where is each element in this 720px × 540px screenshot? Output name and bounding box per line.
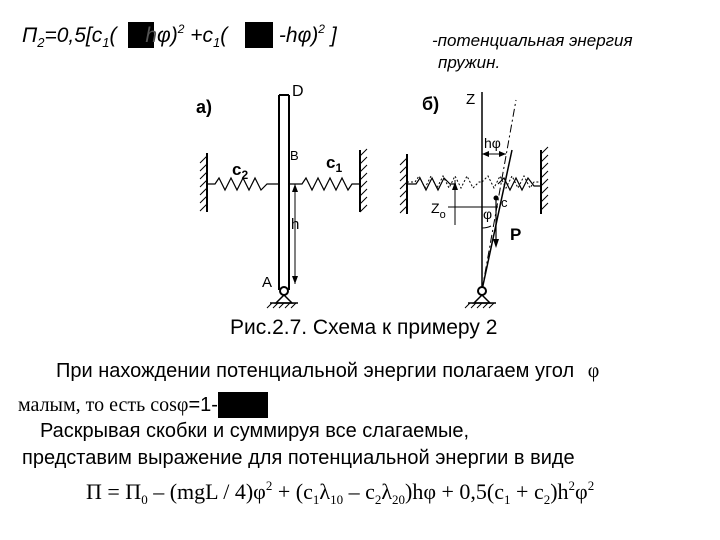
point-a-label: A <box>262 274 273 291</box>
formula-subscript: 1 <box>102 35 110 50</box>
formula-part: λ <box>381 479 392 504</box>
formula-subscript: 1 <box>504 492 511 507</box>
paragraph-line-4: представим выражение для потенциальной энергии в виде <box>22 447 575 469</box>
formula-part: ] <box>324 24 337 47</box>
paragraph-line-1 <box>56 360 599 383</box>
figure-a <box>196 83 367 308</box>
formula-superscript: 2 <box>177 22 185 36</box>
redacted-block <box>218 392 268 418</box>
z-axis-label: Z <box>466 91 476 108</box>
formula-subscript: 2 <box>543 492 551 507</box>
formula-part: + (c <box>272 479 313 504</box>
paragraph-text: При нахождении потенциальной энергии полагаем угол <box>56 360 580 382</box>
formula-superscript: 2 <box>587 478 595 493</box>
point-c-label: c <box>501 195 508 210</box>
paragraph-text: малым, то есть cosφ <box>18 394 189 416</box>
formula-part: П = П <box>86 479 142 504</box>
pivot-support-b <box>465 287 496 308</box>
formula-subscript: 2 <box>37 35 45 50</box>
right-wall <box>541 147 548 214</box>
formula-part: λ <box>319 479 331 504</box>
formula-superscript: 2 <box>568 478 576 493</box>
final-formula <box>86 478 594 508</box>
height-arrow <box>292 184 298 284</box>
formula-subscript: 2 <box>374 492 382 507</box>
formula-part: – c <box>343 479 375 504</box>
spring-c2-label: $c_2$ <box>232 160 249 182</box>
formula-part: + c <box>510 479 544 504</box>
formula-subscript: 20 <box>392 492 405 507</box>
phi-symbol: φ <box>587 360 600 382</box>
point-d-label: D <box>292 83 304 100</box>
formula-superscript: 2 <box>318 22 325 36</box>
left-wall <box>400 154 407 214</box>
formula-part: ( <box>109 24 117 47</box>
phi-arc <box>482 226 491 228</box>
left-wall <box>200 153 207 212</box>
formula-part: φ) <box>157 24 178 47</box>
formula-part: h <box>145 24 158 47</box>
formula-subscript: 0 <box>141 492 148 507</box>
formula-part: П <box>22 24 38 47</box>
formula-part: )h <box>550 479 569 504</box>
height-h-label: h <box>291 216 300 233</box>
z0-label: $Z_o$ <box>431 200 446 221</box>
note-line: -потенциальная энергия <box>432 31 633 50</box>
formula-subscript: 10 <box>330 492 344 507</box>
formula-part: +c <box>184 24 214 47</box>
formula-subscript: 1 <box>312 492 320 507</box>
figure-b <box>400 91 548 308</box>
note-line: пружин. <box>438 53 501 72</box>
rod <box>279 95 289 290</box>
spring-solid <box>407 178 456 190</box>
formula-part: -hφ) <box>273 24 319 47</box>
formula-superscript: 2 <box>265 478 273 493</box>
spring-c1-label: $c_1$ <box>326 153 343 175</box>
figure-a-label: а) <box>196 97 213 117</box>
paragraph-line-2 <box>18 392 268 418</box>
formula-subscript: 1 <box>213 35 221 50</box>
point-b-label: B <box>290 148 299 163</box>
h-phi-label: hφ <box>484 135 501 151</box>
formula-part: ( <box>220 24 228 47</box>
formula-part: φ <box>575 479 588 504</box>
phi-label: φ <box>483 206 493 222</box>
formula-part: =0,5[c <box>44 24 103 47</box>
tilted-rod <box>482 100 516 290</box>
right-wall <box>360 149 367 212</box>
force-p-label: P <box>510 225 522 244</box>
figure-b-label: б) <box>422 94 440 114</box>
figure-caption: Рис.2.7. Схема к примеру 2 <box>230 316 498 339</box>
formula-part: )hφ + 0,5(c <box>405 479 505 504</box>
h-phi-arrow <box>482 151 506 157</box>
formula-part: – (mgL / 4)φ <box>147 479 266 504</box>
paragraph-line-3: Раскрывая скобки и суммируя все слагаемые, <box>40 420 470 442</box>
paragraph-text: =1- <box>188 394 218 416</box>
spring-c1 <box>290 178 360 190</box>
